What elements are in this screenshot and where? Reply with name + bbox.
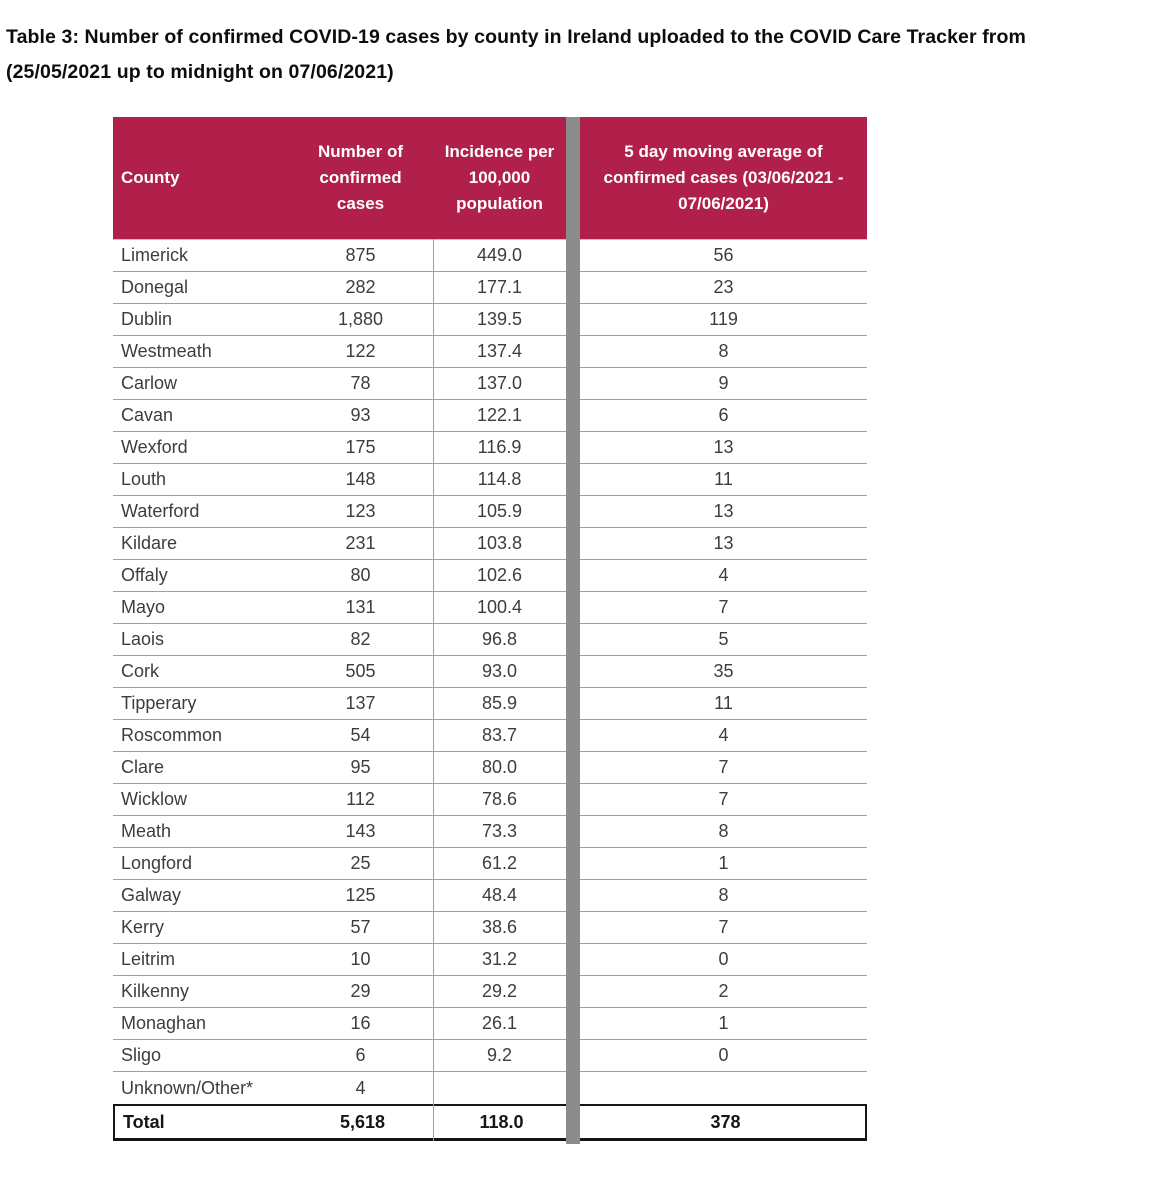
incidence-cell: [433, 1072, 566, 1104]
cases-cell: 57: [288, 912, 433, 944]
cases-cell: 131: [288, 592, 433, 624]
table-row: [113, 688, 867, 720]
table-row: [113, 720, 867, 752]
incidence-cell: 105.9: [433, 496, 566, 528]
county-cell: Tipperary: [113, 688, 288, 720]
table-row: [113, 240, 867, 272]
cases-cell: 122: [288, 336, 433, 368]
county-cell: Mayo: [113, 592, 288, 624]
county-cell: Waterford: [113, 496, 288, 528]
total-incidence: 118.0: [479, 1111, 524, 1132]
table-row: [113, 912, 867, 944]
table-row: [113, 1072, 867, 1104]
cases-cell: 505: [288, 656, 433, 688]
table-row: [113, 944, 867, 976]
average-cell: 5: [580, 624, 867, 656]
table-row: [113, 848, 867, 880]
cases-cell: 143: [288, 816, 433, 848]
average-cell: 6: [580, 400, 867, 432]
county-cell: Longford: [113, 848, 288, 880]
county-cell: Kildare: [113, 528, 288, 560]
average-cell: 1: [580, 1008, 867, 1040]
average-cell: 7: [580, 752, 867, 784]
incidence-cell: 29.2: [433, 976, 566, 1008]
incidence-cell: 114.8: [433, 464, 566, 496]
county-cell: Roscommon: [113, 720, 288, 752]
table-row: [113, 624, 867, 656]
table-row: [113, 432, 867, 464]
page-title-line1: Table 3: Number of confirmed COVID-19 cases by county in Ireland uploaded to the COVID Care Tracker from: [6, 26, 1026, 48]
cases-cell: 95: [288, 752, 433, 784]
average-cell: 0: [580, 1040, 867, 1072]
cases-cell: 25: [288, 848, 433, 880]
incidence-cell: 73.3: [433, 816, 566, 848]
average-cell: 11: [580, 688, 867, 720]
cases-cell: 875: [288, 240, 433, 272]
cases-cell: 29: [288, 976, 433, 1008]
cases-cell: 125: [288, 880, 433, 912]
cases-cell: 10: [288, 944, 433, 976]
cases-cell: 112: [288, 784, 433, 816]
county-cell: Westmeath: [113, 336, 288, 368]
county-cell: Laois: [113, 624, 288, 656]
cases-cell: 80: [288, 560, 433, 592]
county-cell: Kerry: [113, 912, 288, 944]
table-row: [113, 464, 867, 496]
cases-cell: 78: [288, 368, 433, 400]
cases-cell: 16: [288, 1008, 433, 1040]
county-cell: Dublin: [113, 304, 288, 336]
incidence-cell: 31.2: [433, 944, 566, 976]
average-cell: 7: [580, 592, 867, 624]
incidence-cell: 177.1: [433, 272, 566, 304]
table-body: [113, 239, 867, 1104]
average-cell: 35: [580, 656, 867, 688]
cases-cell: 1,880: [288, 304, 433, 336]
table-row: [113, 656, 867, 688]
average-cell: 7: [580, 784, 867, 816]
county-cell: Galway: [113, 880, 288, 912]
county-cell: Carlow: [113, 368, 288, 400]
cases-cell: 82: [288, 624, 433, 656]
table-header-row: [113, 117, 867, 239]
incidence-cell: 116.9: [433, 432, 566, 464]
table-row: [113, 400, 867, 432]
cases-cell: 231: [288, 528, 433, 560]
cases-cell: 4: [355, 1077, 366, 1098]
cases-cell: 6: [288, 1040, 433, 1072]
county-cell: Kilkenny: [113, 976, 288, 1008]
average-cell: 1: [580, 848, 867, 880]
cases-cell: 137: [288, 688, 433, 720]
header-moving-average: 5 day moving average of confirmed cases (03/06/2021 - 07/06/2021): [603, 142, 844, 213]
covid-cases-table: [113, 117, 867, 1141]
table-row: [113, 560, 867, 592]
table-row: [113, 880, 867, 912]
table-row: [113, 528, 867, 560]
incidence-cell: 85.9: [433, 688, 566, 720]
table-row: [113, 1040, 867, 1072]
average-cell: 7: [580, 912, 867, 944]
incidence-cell: 137.0: [433, 368, 566, 400]
incidence-cell: 122.1: [433, 400, 566, 432]
incidence-cell: 9.2: [433, 1040, 566, 1072]
county-cell: Meath: [113, 816, 288, 848]
county-cell: Cork: [113, 656, 288, 688]
header-incidence: Incidence per 100,000 population: [444, 142, 555, 213]
incidence-cell: 48.4: [433, 880, 566, 912]
average-cell: 9: [580, 368, 867, 400]
county-cell: Leitrim: [113, 944, 288, 976]
average-cell: 8: [580, 880, 867, 912]
gray-divider-bar: [566, 117, 580, 1144]
average-cell: 4: [580, 720, 867, 752]
incidence-cell: 93.0: [433, 656, 566, 688]
average-cell: 119: [580, 304, 867, 336]
incidence-cell: 100.4: [433, 592, 566, 624]
average-cell: 13: [580, 432, 867, 464]
incidence-cell: 449.0: [433, 240, 566, 272]
total-label: Total: [123, 1111, 165, 1132]
total-cases: 5,618: [339, 1111, 386, 1132]
county-cell: Unknown/Other*: [121, 1077, 254, 1098]
cases-cell: 93: [288, 400, 433, 432]
average-cell: 8: [580, 816, 867, 848]
county-cell: Donegal: [113, 272, 288, 304]
table-row: [113, 336, 867, 368]
header-cases: Number of confirmed cases: [318, 142, 403, 213]
page-title: [6, 20, 1174, 90]
average-cell: 23: [580, 272, 867, 304]
county-cell: Louth: [113, 464, 288, 496]
average-cell: 56: [580, 240, 867, 272]
incidence-cell: 139.5: [433, 304, 566, 336]
county-cell: Offaly: [113, 560, 288, 592]
county-cell: Monaghan: [113, 1008, 288, 1040]
county-cell: Limerick: [113, 240, 288, 272]
incidence-cell: 137.4: [433, 336, 566, 368]
average-cell: [580, 1072, 867, 1104]
average-cell: 13: [580, 528, 867, 560]
incidence-cell: 103.8: [433, 528, 566, 560]
incidence-cell: 61.2: [433, 848, 566, 880]
cases-cell: 54: [288, 720, 433, 752]
table-row: [113, 816, 867, 848]
page-title-line2: (25/05/2021 up to midnight on 07/06/2021): [6, 61, 394, 83]
incidence-cell: 38.6: [433, 912, 566, 944]
county-cell: Wicklow: [113, 784, 288, 816]
incidence-cell: 78.6: [433, 784, 566, 816]
table-row: [113, 976, 867, 1008]
total-row: [113, 1104, 867, 1141]
average-cell: 13: [580, 496, 867, 528]
cases-cell: 123: [288, 496, 433, 528]
average-cell: 4: [580, 560, 867, 592]
table-row: [113, 784, 867, 816]
table-row: [113, 272, 867, 304]
average-cell: 8: [580, 336, 867, 368]
incidence-cell: 96.8: [433, 624, 566, 656]
county-cell: Clare: [113, 752, 288, 784]
average-cell: 11: [580, 464, 867, 496]
average-cell: 0: [580, 944, 867, 976]
average-cell: 2: [580, 976, 867, 1008]
total-average: 378: [710, 1111, 741, 1132]
incidence-cell: 26.1: [433, 1008, 566, 1040]
incidence-cell: 83.7: [433, 720, 566, 752]
incidence-cell: 80.0: [433, 752, 566, 784]
county-cell: Sligo: [113, 1040, 288, 1072]
cases-cell: 148: [288, 464, 433, 496]
incidence-cell: 102.6: [433, 560, 566, 592]
cases-cell: 175: [288, 432, 433, 464]
table-row: [113, 496, 867, 528]
table-row: [113, 304, 867, 336]
table-row: [113, 368, 867, 400]
table-row: [113, 752, 867, 784]
county-cell: Wexford: [113, 432, 288, 464]
header-county: County: [121, 168, 180, 187]
column-separator-line: [433, 239, 434, 1141]
table-row: [113, 1008, 867, 1040]
table-row: [113, 592, 867, 624]
cases-cell: 282: [288, 272, 433, 304]
county-cell: Cavan: [113, 400, 288, 432]
